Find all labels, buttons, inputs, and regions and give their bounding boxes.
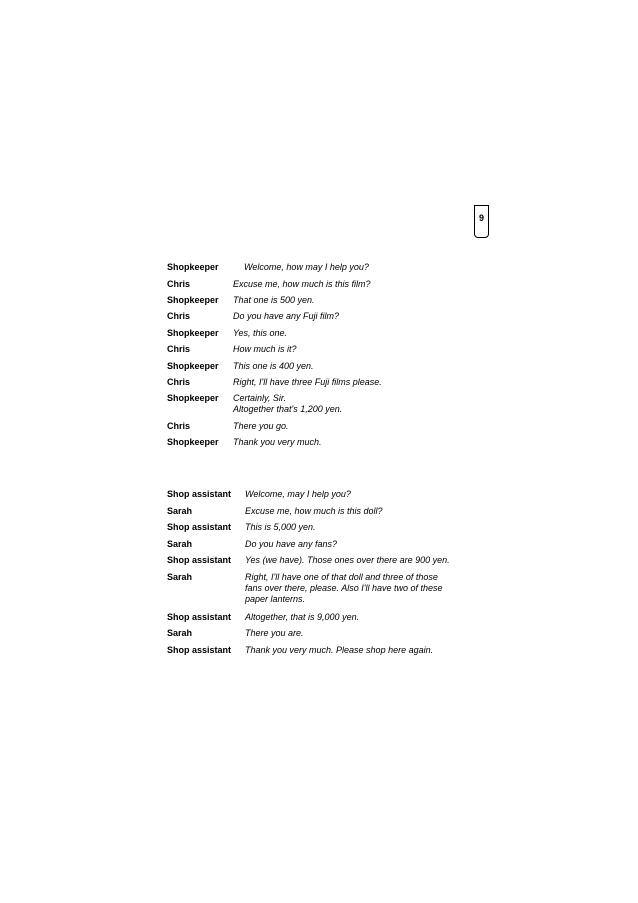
spoken-line-text: Welcome, how may I help you?	[244, 262, 369, 272]
speaker-name: Shopkeeper	[167, 361, 219, 371]
spoken-line-text: Welcome, may I help you?	[245, 489, 351, 499]
spoken-line	[245, 522, 475, 533]
spoken-line-text: Altogether, that is 9,000 yen.	[245, 612, 360, 622]
spoken-line	[233, 393, 493, 415]
speaker-name: Chris	[167, 421, 191, 431]
speaker-name: Chris	[167, 344, 191, 354]
spoken-line	[233, 311, 493, 322]
speaker-name: Shop assistant	[167, 555, 232, 565]
spoken-line	[245, 506, 475, 517]
page-number: 9	[478, 213, 484, 223]
spoken-line	[245, 572, 475, 605]
spoken-line	[245, 645, 475, 656]
spoken-line-text: This one is 400 yen.	[233, 361, 314, 371]
speaker-name: Shop assistant	[167, 522, 232, 532]
spoken-line	[245, 555, 475, 566]
spoken-line-text: Excuse me, how much is this doll?	[245, 506, 383, 516]
spoken-line	[233, 421, 493, 432]
spoken-line-text: Altogether that's 1,200 yen.	[233, 404, 343, 414]
spoken-line-text: paper lanterns.	[245, 594, 306, 604]
spoken-line	[233, 295, 493, 306]
speaker-name: Chris	[167, 377, 191, 387]
spoken-line	[245, 489, 475, 500]
spoken-line-text: There you are.	[245, 628, 304, 638]
spoken-line-text: Do you have any fans?	[245, 539, 338, 549]
spoken-line	[245, 628, 475, 639]
spoken-line-text: Right, I'll have one of that doll and three of those	[245, 572, 438, 582]
speaker-name: Shopkeeper	[167, 328, 219, 338]
spoken-line	[244, 262, 504, 273]
spoken-line-text: fans over there, please. Also I'll have two of these	[245, 583, 443, 593]
spoken-line	[245, 612, 475, 623]
spoken-line-text: How much is it?	[233, 344, 297, 354]
speaker-name: Chris	[167, 311, 191, 321]
spoken-line-text: Right, I'll have three Fuji films please.	[233, 377, 382, 387]
spoken-line	[233, 279, 493, 290]
speaker-name: Sarah	[167, 572, 193, 582]
speaker-name: Shop assistant	[167, 645, 232, 655]
spoken-line-text: Yes, this one.	[233, 328, 288, 338]
spoken-line	[233, 328, 493, 339]
speaker-name: Sarah	[167, 628, 193, 638]
spoken-line	[233, 377, 493, 388]
speaker-name: Shop assistant	[167, 489, 232, 499]
spoken-line	[233, 437, 493, 448]
speaker-name: Chris	[167, 279, 191, 289]
speaker-name: Shopkeeper	[167, 295, 219, 305]
spoken-line-text: There you go.	[233, 421, 289, 431]
speaker-name: Shop assistant	[167, 612, 232, 622]
spoken-line	[233, 344, 493, 355]
spoken-line-text: Thank you very much.	[233, 437, 322, 447]
page-number-tab	[474, 205, 489, 238]
spoken-line-text: Do you have any Fuji film?	[233, 311, 340, 321]
spoken-line-text: Certainly, Sir.	[233, 393, 287, 403]
speaker-name: Sarah	[167, 539, 193, 549]
spoken-line	[245, 539, 475, 550]
spoken-line-text: That one is 500 yen.	[233, 295, 315, 305]
speaker-name: Sarah	[167, 506, 193, 516]
speaker-name: Shopkeeper	[167, 262, 219, 272]
spoken-line-text: Yes (we have). Those ones over there are 900 yen.	[245, 555, 450, 565]
spoken-line	[233, 361, 493, 372]
spoken-line-text: Excuse me, how much is this film?	[233, 279, 371, 289]
spoken-line-text: Thank you very much. Please shop here again.	[245, 645, 434, 655]
spoken-line-text: This is 5,000 yen.	[245, 522, 316, 532]
speaker-name: Shopkeeper	[167, 437, 219, 447]
speaker-name: Shopkeeper	[167, 393, 219, 403]
